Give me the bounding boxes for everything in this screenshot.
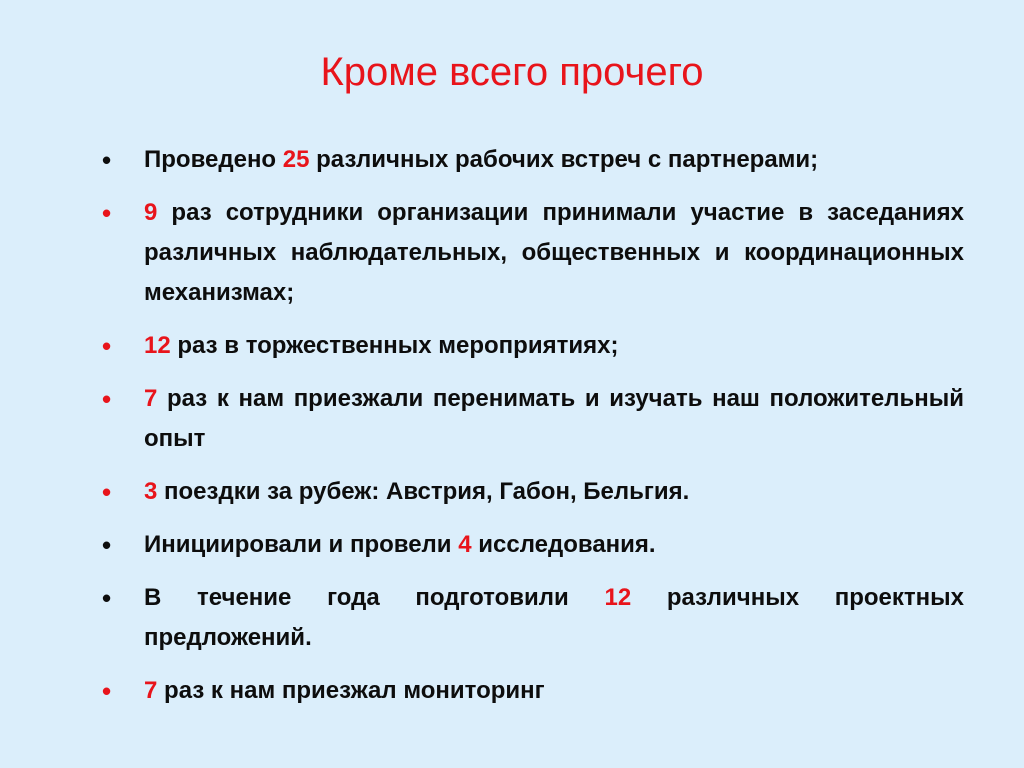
highlight-number: 3 xyxy=(144,478,158,505)
bullet-text-before: В течение года подготовили xyxy=(144,584,605,611)
bullet-item xyxy=(102,326,964,366)
bullet-dot-icon: • xyxy=(102,530,112,560)
bullet-text-after: раз к нам приезжали перенимать и изучать наш положительный опыт xyxy=(144,385,964,452)
highlight-number: 4 xyxy=(458,531,472,558)
bullet-item xyxy=(102,140,964,180)
bullet-dot-icon: • xyxy=(102,676,112,706)
bullet-item xyxy=(102,671,964,711)
bullet-dot-icon: • xyxy=(102,331,112,361)
bullet-list xyxy=(102,140,964,724)
bullet-text-after: различных проектных предложений. xyxy=(144,584,964,651)
highlight-number: 7 xyxy=(144,385,158,412)
bullet-text-after: раз в торжественных мероприятиях; xyxy=(170,332,619,359)
bullet-dot-icon: • xyxy=(102,198,112,228)
bullet-item xyxy=(102,379,964,459)
bullet-dot-icon: • xyxy=(102,384,112,414)
highlight-number: 12 xyxy=(144,332,171,359)
bullet-item xyxy=(102,472,964,512)
highlight-number: 25 xyxy=(282,146,310,173)
highlight-number: 9 xyxy=(144,199,158,226)
bullet-text-before: Инициировали и провели xyxy=(144,531,459,558)
bullet-dot-icon: • xyxy=(102,145,112,175)
bullet-text-before: Проведено xyxy=(144,146,283,173)
bullet-text-after: раз сотрудники организации принимали участие в заседаниях различных наблюдательных, общественных и координационных механизмах; xyxy=(144,199,964,306)
bullet-dot-icon: • xyxy=(102,583,112,613)
highlight-number: 12 xyxy=(604,584,632,611)
bullet-item xyxy=(102,525,964,565)
bullet-item xyxy=(102,578,964,658)
highlight-number: 7 xyxy=(144,677,158,704)
bullet-text-after: поездки за рубеж: Австрия, Габон, Бельгия. xyxy=(157,478,690,505)
bullet-text-after: раз к нам приезжал мониторинг xyxy=(157,677,545,704)
bullet-item xyxy=(102,193,964,313)
bullet-dot-icon: • xyxy=(102,477,112,507)
bullet-text-after: различных рабочих встреч с партнерами; xyxy=(309,146,819,173)
bullet-text-after: исследования. xyxy=(471,531,656,558)
slide-title: Кроме всего прочего xyxy=(320,50,704,94)
